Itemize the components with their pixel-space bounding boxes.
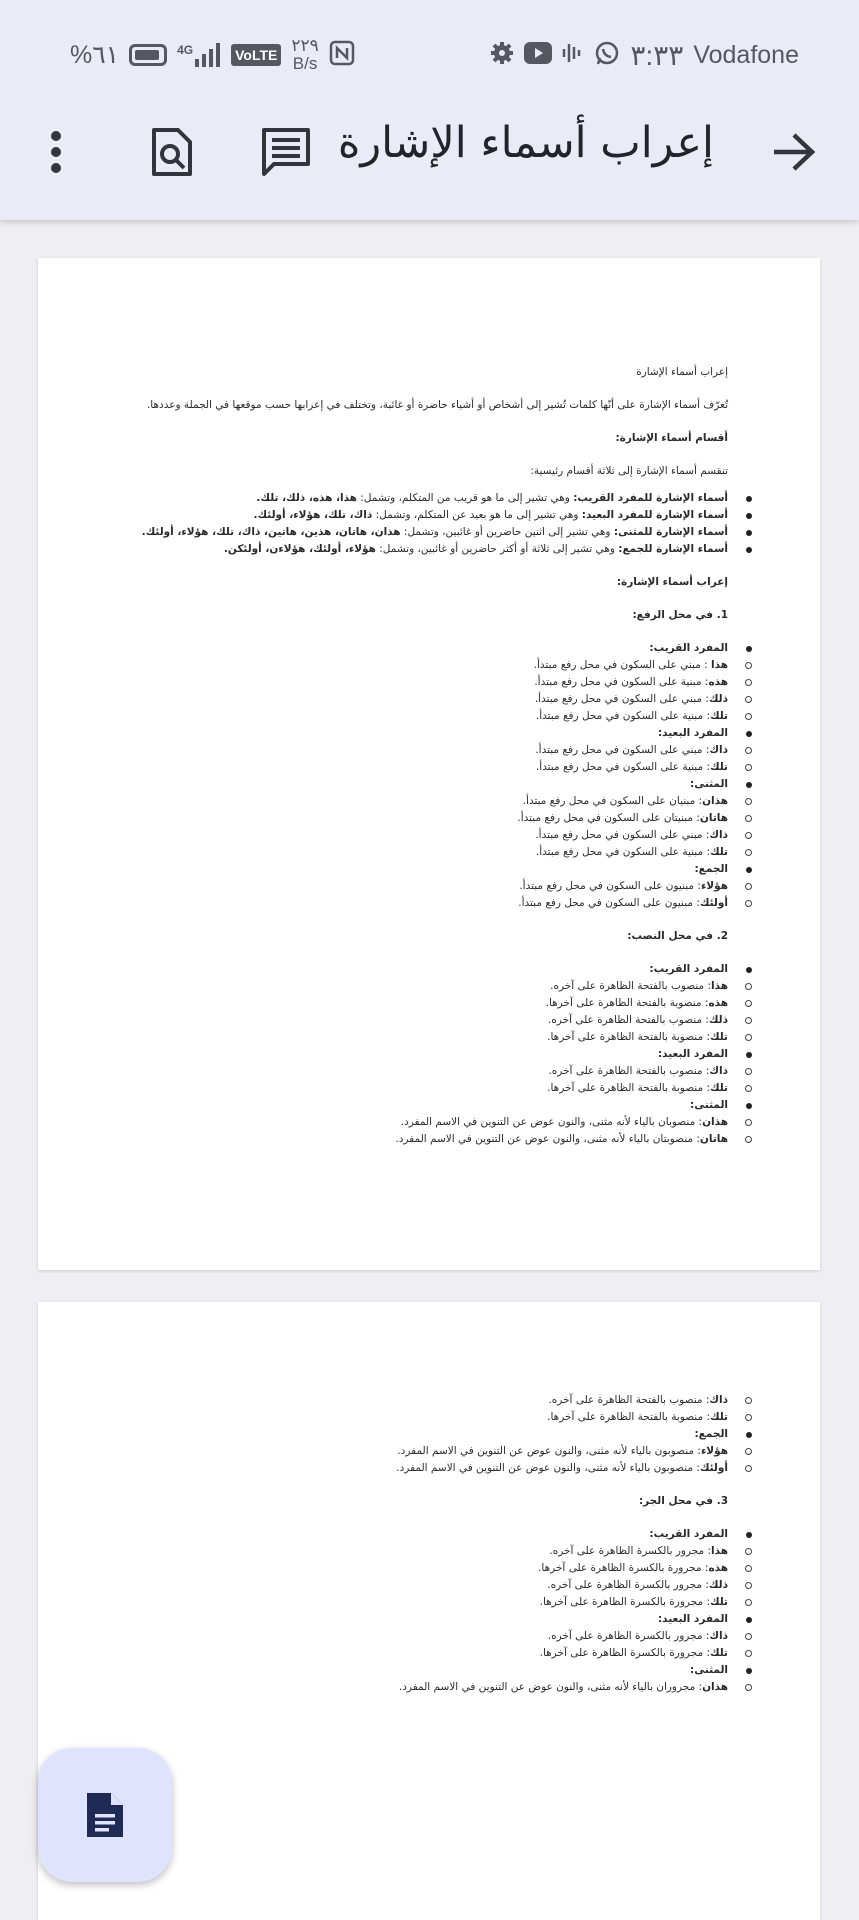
list-item: هذا: مجرور بالكسرة الظاهرة على آخره. bbox=[128, 1543, 728, 1560]
nfc-icon bbox=[329, 40, 355, 70]
list-item: تلك: منصوبة بالفتحة الظاهرة على آخرها. bbox=[128, 1080, 728, 1097]
raf-heading: 1. في محل الرفع: bbox=[632, 609, 728, 621]
sections-heading: أقسام أسماء الإشارة: bbox=[615, 432, 728, 444]
list-item: ذاك: مبني على السكون في محل رفع مبتدأ. bbox=[128, 827, 728, 844]
list-item: ذاك: منصوب بالفتحة الظاهرة على آخره. bbox=[128, 1392, 728, 1409]
list-item: ذاك: منصوب بالفتحة الظاهرة على آخره. bbox=[128, 1063, 728, 1080]
list-item: تلك: مبنية على السكون في محل رفع مبتدأ. bbox=[128, 708, 728, 725]
volte-badge: VoLTE bbox=[231, 44, 281, 66]
list-item: هذه: منصوبة بالفتحة الظاهرة على آخرها. bbox=[128, 995, 728, 1012]
page-1-content bbox=[128, 364, 728, 1148]
status-left-group bbox=[70, 30, 355, 80]
signal-icon bbox=[177, 43, 221, 67]
battery-percent: %٦١ bbox=[70, 41, 120, 69]
list-item: تلك: مجرورة بالكسرة الظاهرة على آخرها. bbox=[128, 1645, 728, 1662]
intro-paragraph: تُعرّف أسماء الإشارة على أنّها كلمات تُشير إلى أشخاص أو أشياء حاضرة أو غائبة، وتختلف في إعرابها حسب موقعها في الجملة وعددها. bbox=[146, 399, 728, 411]
list-item: هاتان: مبنيتان على السكون في محل رفع مبتدأ. bbox=[128, 810, 728, 827]
list-item: أولئك: منصوبون بالياء لأنه مثنى، والنون عوض عن التنوين في الاسم المفرد. bbox=[128, 1460, 728, 1477]
group-label: المثنى: bbox=[128, 1097, 728, 1114]
group-label: المثنى: bbox=[128, 776, 728, 793]
sections-list bbox=[128, 490, 728, 558]
list-item: هذه: مجرورة بالكسرة الظاهرة على آخرها. bbox=[128, 1560, 728, 1577]
whatsapp-icon bbox=[594, 40, 620, 70]
group-label: المفرد القريب: bbox=[128, 1526, 728, 1543]
carrier-name: Vodafone bbox=[693, 40, 799, 69]
group-label: الجمع: bbox=[128, 861, 728, 878]
group-label: المفرد البعيد: bbox=[128, 1046, 728, 1063]
list-item: تلك: مجرورة بالكسرة الظاهرة على آخرها. bbox=[128, 1594, 728, 1611]
list-item: هذان: مبنيان على السكون في محل رفع مبتدأ. bbox=[128, 793, 728, 810]
nasb-list bbox=[128, 961, 728, 1148]
document-fab-button[interactable] bbox=[38, 1748, 172, 1882]
network-speed: ٢٢٩ B/s bbox=[291, 36, 319, 73]
jarr-heading: 3. في محل الجر: bbox=[638, 1495, 728, 1507]
find-in-document-button[interactable] bbox=[140, 120, 204, 184]
arrow-right-icon bbox=[772, 132, 816, 172]
list-item: تلك: مبنية على السكون في محل رفع مبتدأ. bbox=[128, 844, 728, 861]
list-item: أولئك: مبنيون على السكون في محل رفع مبتدأ. bbox=[128, 895, 728, 912]
group-label: المفرد القريب: bbox=[128, 640, 728, 657]
group-label: المفرد البعيد: bbox=[128, 1611, 728, 1628]
list-item: هؤلاء: مبنيون على السكون في محل رفع مبتدأ. bbox=[128, 878, 728, 895]
group-label: المفرد القريب: bbox=[128, 961, 728, 978]
status-bar bbox=[0, 30, 859, 80]
list-item: أسماء الإشارة للجمع: وهي تشير إلى ثلاثة أو أكثر حاضرين أو غائبين، وتشمل: هؤلاء، أولئك، هؤلاءن، أولئكن. bbox=[128, 541, 728, 558]
battery-icon bbox=[129, 44, 167, 66]
back-button[interactable] bbox=[762, 120, 826, 184]
raf-list bbox=[128, 640, 728, 912]
clock: ٣:٣٣ bbox=[630, 39, 684, 71]
list-item: أسماء الإشارة للمفرد البعيد: وهي تشير إلى ما هو بعيد عن المتكلم، وتشمل: ذاك، تلك، هؤلاء، أولئك. bbox=[128, 507, 728, 524]
list-item: ذلك: مبني على السكون في محل رفع مبتدأ. bbox=[128, 691, 728, 708]
list-item: ذاك: مبني على السكون في محل رفع مبتدأ. bbox=[128, 742, 728, 759]
list-item: هذان: مجروران بالياء لأنه مثنى، والنون عوض عن التنوين في الاسم المفرد. bbox=[128, 1679, 728, 1696]
sections-intro: تنقسم أسماء الإشارة إلى ثلاثة أقسام رئيسية: bbox=[530, 465, 728, 477]
list-item: هذه: مبنية على السكون في محل رفع مبتدأ. bbox=[128, 674, 728, 691]
toolbar bbox=[0, 100, 859, 205]
document-page-1 bbox=[38, 258, 820, 1270]
app-bar bbox=[0, 0, 859, 220]
doc-heading: إعراب أسماء الإشارة bbox=[636, 366, 728, 378]
list-item: ذلك: منصوب بالفتحة الظاهرة على آخره. bbox=[128, 1012, 728, 1029]
irab-heading: إعراب أسماء الإشارة: bbox=[616, 576, 728, 588]
jarr-list bbox=[128, 1526, 728, 1696]
youtube-icon bbox=[524, 42, 552, 68]
list-item: تلك: مبنية على السكون في محل رفع مبتدأ. bbox=[128, 759, 728, 776]
more-menu-button[interactable] bbox=[24, 120, 88, 184]
search-in-document-icon bbox=[150, 126, 194, 178]
list-item: هؤلاء: منصوبون بالياء لأنه مثنى، والنون عوض عن التنوين في الاسم المفرد. bbox=[128, 1443, 728, 1460]
list-item: ذاك: مجرور بالكسرة الظاهرة على آخره. bbox=[128, 1628, 728, 1645]
list-item: هاتان: منصوبتان بالياء لأنه مثنى، والنون عوض عن التنوين في الاسم المفرد. bbox=[128, 1131, 728, 1148]
comment-icon bbox=[260, 126, 312, 178]
list-item: هذا: منصوب بالفتحة الظاهرة على آخره. bbox=[128, 978, 728, 995]
network-type: 4G bbox=[177, 43, 194, 57]
list-item: ذلك: مجرور بالكسرة الظاهرة على آخره. bbox=[128, 1577, 728, 1594]
page-2-content bbox=[128, 1392, 728, 1696]
document-title: إعراب أسماء الإشارة bbox=[337, 118, 714, 168]
settings-gear-icon bbox=[490, 41, 514, 69]
group-label: المثنى: bbox=[128, 1662, 728, 1679]
more-vert-icon bbox=[48, 128, 64, 176]
list-item: أسماء الإشارة للمثنى: وهي تشير إلى اثنين حاضرين أو غائبين، وتشمل: هذان، هاتان، هذين، هاتين، ذاك، تلك، هؤلاء، أولئك. bbox=[128, 524, 728, 541]
group-label: المفرد البعيد: bbox=[128, 725, 728, 742]
list-item: أسماء الإشارة للمفرد القريب: وهي تشير إلى ما هو قريب من المتكلم، وتشمل: هذا، هذه، ذلك، تلك. bbox=[128, 490, 728, 507]
nasb-heading: 2. في محل النصب: bbox=[627, 930, 728, 942]
list-item: هذا : مبني على السكون في محل رفع مبتدأ. bbox=[128, 657, 728, 674]
document-icon bbox=[84, 1790, 126, 1840]
list-item: تلك: منصوبة بالفتحة الظاهرة على آخرها. bbox=[128, 1409, 728, 1426]
status-right-group bbox=[490, 30, 799, 80]
comments-button[interactable] bbox=[254, 120, 318, 184]
group-label: الجمع: bbox=[128, 1426, 728, 1443]
nasb-continued-list bbox=[128, 1392, 728, 1477]
list-item: تلك: منصوبة بالفتحة الظاهرة على آخرها. bbox=[128, 1029, 728, 1046]
audio-wave-icon bbox=[562, 41, 584, 69]
list-item: هذان: منصوبان بالياء لأنه مثنى، والنون عوض عن التنوين في الاسم المفرد. bbox=[128, 1114, 728, 1131]
